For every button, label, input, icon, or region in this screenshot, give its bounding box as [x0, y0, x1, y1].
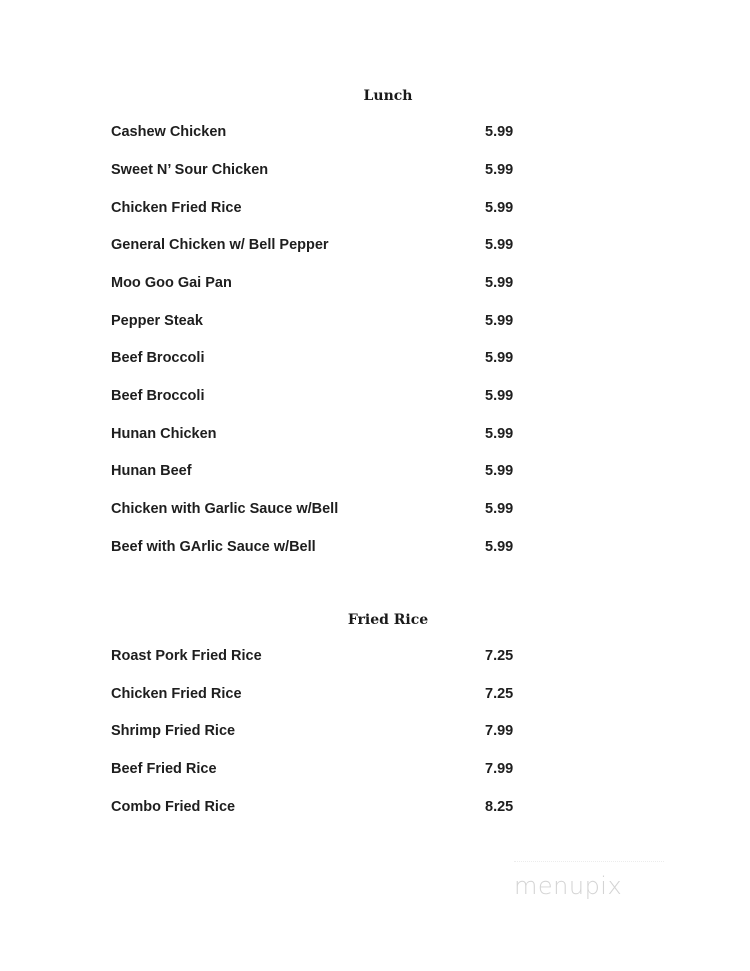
menu-item-name: Combo Fried Rice — [111, 799, 236, 815]
menu-item-name: General Chicken w/ Bell Pepper — [111, 237, 329, 253]
menu-item-price: 5.99 — [485, 162, 514, 178]
menu-item-price: 7.25 — [485, 686, 514, 702]
menu-item-price: 8.25 — [485, 799, 514, 815]
menu-item — [111, 162, 531, 182]
watermark-divider — [514, 861, 664, 863]
menu-item-price: 5.99 — [485, 200, 514, 216]
menu-item-price: 5.99 — [485, 275, 514, 291]
menu-item — [111, 313, 531, 333]
menu-item — [111, 761, 531, 781]
menu-item-name: Shrimp Fried Rice — [111, 723, 236, 739]
menu-item-name: Hunan Beef — [111, 463, 192, 479]
menupix-watermark: menupix — [514, 872, 623, 900]
menu-item-price: 5.99 — [485, 124, 514, 140]
menu-item-name: Cashew Chicken — [111, 124, 227, 140]
menu-item — [111, 648, 531, 668]
menu-item — [111, 275, 531, 295]
menu-item-name: Beef Broccoli — [111, 388, 205, 404]
menu-item-name: Chicken Fried Rice — [111, 200, 242, 216]
menu-item-name: Moo Goo Gai Pan — [111, 275, 232, 291]
menu-item-name: Sweet N’ Sour Chicken — [111, 162, 269, 178]
menu-item — [111, 350, 531, 370]
menu-item-price: 7.99 — [485, 761, 514, 777]
menu-item-name: Beef Fried Rice — [111, 761, 217, 777]
menu-item — [111, 501, 531, 521]
menu-item — [111, 124, 531, 144]
menu-item — [111, 388, 531, 408]
menu-item — [111, 200, 531, 220]
section-title-fried-rice: Fried Rice — [347, 612, 429, 628]
menu-item — [111, 686, 531, 706]
menu-item-price: 5.99 — [485, 388, 514, 404]
menu-item — [111, 463, 531, 483]
menu-item-name: Chicken Fried Rice — [111, 686, 242, 702]
menu-item-price: 5.99 — [485, 501, 514, 517]
menu-item — [111, 799, 531, 819]
menu-item — [111, 237, 531, 257]
menu-item-price: 5.99 — [485, 463, 514, 479]
menu-item-price: 5.99 — [485, 539, 514, 555]
menu-item-price: 5.99 — [485, 237, 514, 253]
menu-item-price: 5.99 — [485, 426, 514, 442]
menu-item-name: Pepper Steak — [111, 313, 203, 329]
menu-item-price: 7.25 — [485, 648, 514, 664]
menu-item-name: Hunan Chicken — [111, 426, 217, 442]
section-title-lunch: Lunch — [363, 88, 413, 104]
menu-item-name: Chicken with Garlic Sauce w/Bell — [111, 501, 339, 517]
menu-item — [111, 426, 531, 446]
menu-item-name: Beef Broccoli — [111, 350, 205, 366]
menu-item-name: Beef with GArlic Sauce w/Bell — [111, 539, 316, 555]
menu-item-name: Roast Pork Fried Rice — [111, 648, 262, 664]
menu-item-price: 5.99 — [485, 313, 514, 329]
menu-item-price: 5.99 — [485, 350, 514, 366]
menu-item — [111, 723, 531, 743]
menu-item — [111, 539, 531, 559]
menu-item-price: 7.99 — [485, 723, 514, 739]
